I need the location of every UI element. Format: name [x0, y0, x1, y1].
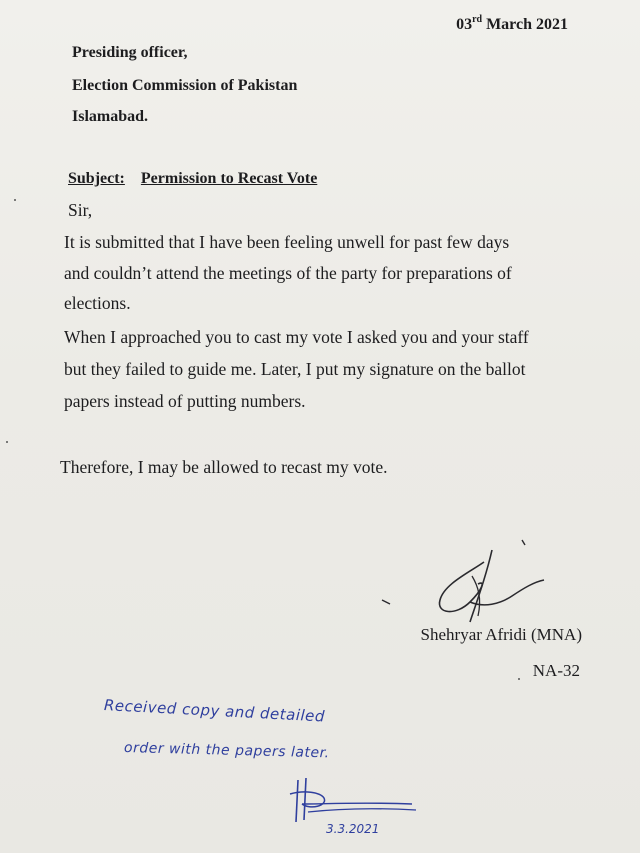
recipient-line-3: Islamabad.: [72, 108, 149, 125]
closing-line: Therefore, I may be allowed to recast my vote.: [60, 457, 388, 477]
letter-date: 03rd March 2021: [456, 14, 568, 33]
body-line: but they failed to guide me. Later, I put my signature on the ballot: [64, 359, 526, 379]
subject-line: [68, 170, 317, 188]
recipient-line-2: Election Commission of Pakistan: [72, 77, 298, 94]
handwritten-note-line-2: order with the papers later.: [123, 740, 330, 762]
paper-speck: [518, 678, 520, 680]
body-line: and couldn’t attend the meetings of the party for preparations of: [64, 263, 512, 283]
body-line: papers instead of putting numbers.: [64, 391, 306, 411]
subject-text: Permission to Recast Vote: [140, 170, 318, 187]
body-line: It is submitted that I have been feeling unwell for past few days: [64, 232, 510, 252]
body-line: When I approached you to cast my vote I asked you and your staff: [64, 327, 529, 347]
handwritten-note-line-1: Received copy and detailed: [103, 696, 326, 726]
salutation: Sir,: [68, 200, 93, 220]
signatory-constituency: NA-32: [532, 661, 580, 680]
body-line: elections.: [64, 293, 131, 313]
paper-speck: [6, 441, 8, 443]
signature-scribble: [374, 536, 554, 636]
subject-label: Subject:: [68, 170, 125, 187]
signatory-name: Shehryar Afridi (MNA): [420, 625, 582, 644]
handwritten-note-date: 3.3.2021: [326, 822, 380, 836]
paper-speck: [14, 199, 16, 201]
recipient-line-1: Presiding officer,: [72, 44, 188, 61]
